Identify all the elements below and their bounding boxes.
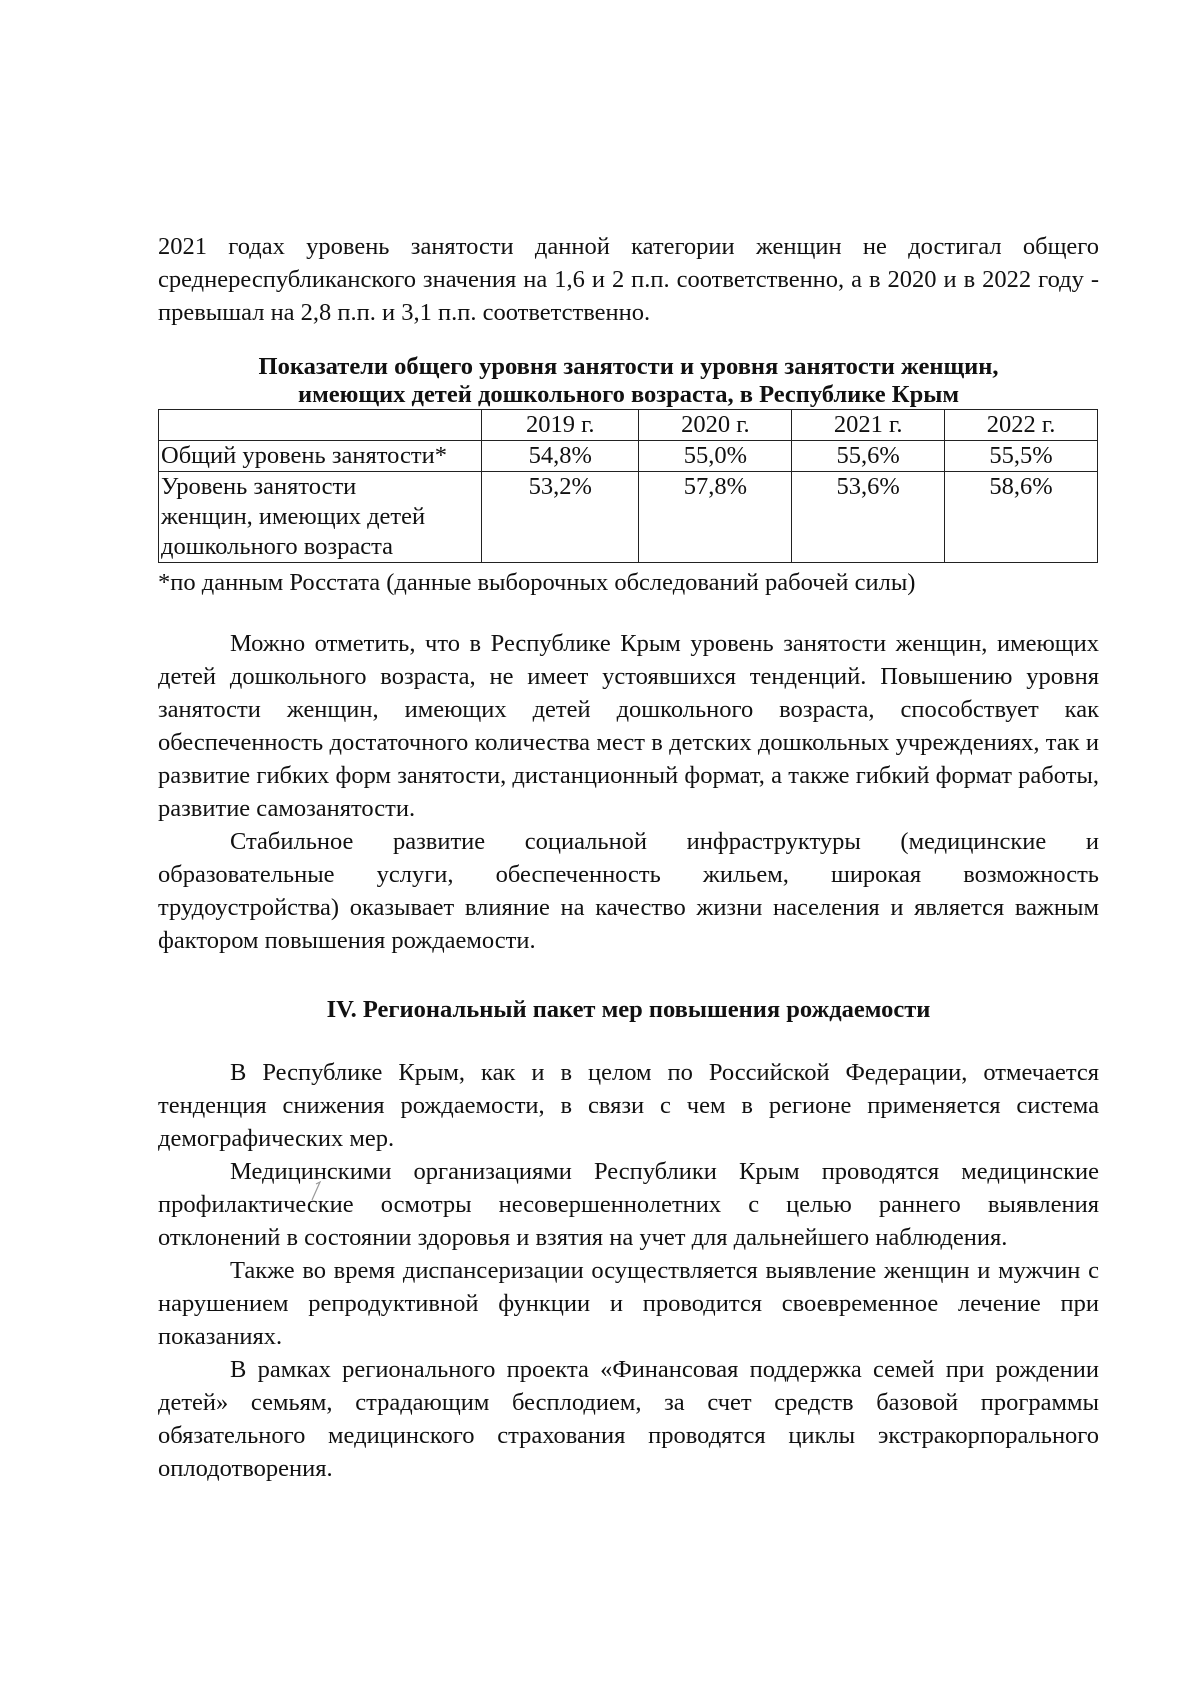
value-cell: 57,8%: [639, 472, 792, 563]
row-label-line: женщин, имеющих детей: [161, 503, 426, 530]
value-cell: 54,8%: [482, 441, 639, 472]
table-header-row: [159, 410, 1098, 441]
value-cell: 58,6%: [945, 472, 1098, 563]
table-title: [158, 353, 1099, 409]
header-cell: 2021 г.: [792, 410, 945, 441]
table-title-line: имеющих детей дошкольного возраста, в Республике Крым: [297, 381, 960, 408]
body-paragraph: Можно отметить, что в Республике Крым уровень занятости женщин, имеющих детей дошкольного возраста, не имеет устоявшихся тенденций. Повышению уровня занятости женщин, имеющих детей дошкольного возраста, способствует как обеспеченность достаточного количества мест в детских дошкольных учреждениях, так и развитие гибких форм занятости, дистанционный формат, а также гибкий формат работы, развитие самозанятости.: [158, 630, 1099, 822]
section-paragraph: Медицинскими организациями Республики Крым проводятся медицинские профилактические осмотры несовершеннолетних с целью раннего выявления отклонений в состоянии здоровья и взятия на учет для дальнейшего наблюдения.: [158, 1158, 1099, 1251]
intro-paragraph: 2021 годах уровень занятости данной категории женщин не достигал общего среднереспубликанского значения на 1,6 и 2 п.п. соответственно, а в 2020 и в 2022 году - превышал на 2,8 п.п. и 3,1 п.п. соответственно.: [158, 233, 1099, 326]
row-label: [159, 472, 482, 563]
value-cell: 53,6%: [792, 472, 945, 563]
section-paragraph: В Республике Крым, как и в целом по Российской Федерации, отмечается тенденция снижения рождаемости, в связи с чем в регионе применяется система демографических мер.: [158, 1059, 1099, 1152]
section-title: IV. Региональный пакет мер повышения рождаемости: [326, 996, 931, 1023]
row-label-line: Уровень занятости: [161, 473, 357, 500]
document-page: [158, 230, 1099, 1485]
table-title-line: Показатели общего уровня занятости и уровня занятости женщин,: [258, 353, 999, 380]
header-cell: 2020 г.: [639, 410, 792, 441]
table-row: [159, 472, 1098, 563]
value-cell: 55,6%: [792, 441, 945, 472]
row-label: Общий уровень занятости*: [159, 441, 482, 472]
value-cell: 55,5%: [945, 441, 1098, 472]
row-label-line: дошкольного возраста: [161, 533, 393, 560]
table-footnote: *по данным Росстата (данные выборочных обследований рабочей силы): [158, 569, 916, 596]
header-cell: 2022 г.: [945, 410, 1098, 441]
section-paragraph: Также во время диспансеризации осуществляется выявление женщин и мужчин с нарушением репродуктивной функции и проводится своевременное лечение при показаниях.: [158, 1257, 1099, 1350]
employment-table: [158, 409, 1098, 563]
value-cell: 55,0%: [639, 441, 792, 472]
table-row: [159, 441, 1098, 472]
header-cell: 2019 г.: [482, 410, 639, 441]
value-cell: 53,2%: [482, 472, 639, 563]
body-paragraph: Стабильное развитие социальной инфраструктуры (медицинские и образовательные услуги, обеспеченность жильем, широкая возможность трудоустройства) оказывает влияние на качество жизни населения и является важным фактором повышения рождаемости.: [158, 828, 1099, 954]
section-paragraph: В рамках регионального проекта «Финансовая поддержка семей при рождении детей» семьям, страдающим бесплодием, за счет средств базовой программы обязательного медицинского страхования проводятся циклы экстракорпорального оплодотворения.: [158, 1356, 1099, 1482]
header-cell: [159, 410, 482, 441]
pen-mark: [292, 1150, 352, 1210]
